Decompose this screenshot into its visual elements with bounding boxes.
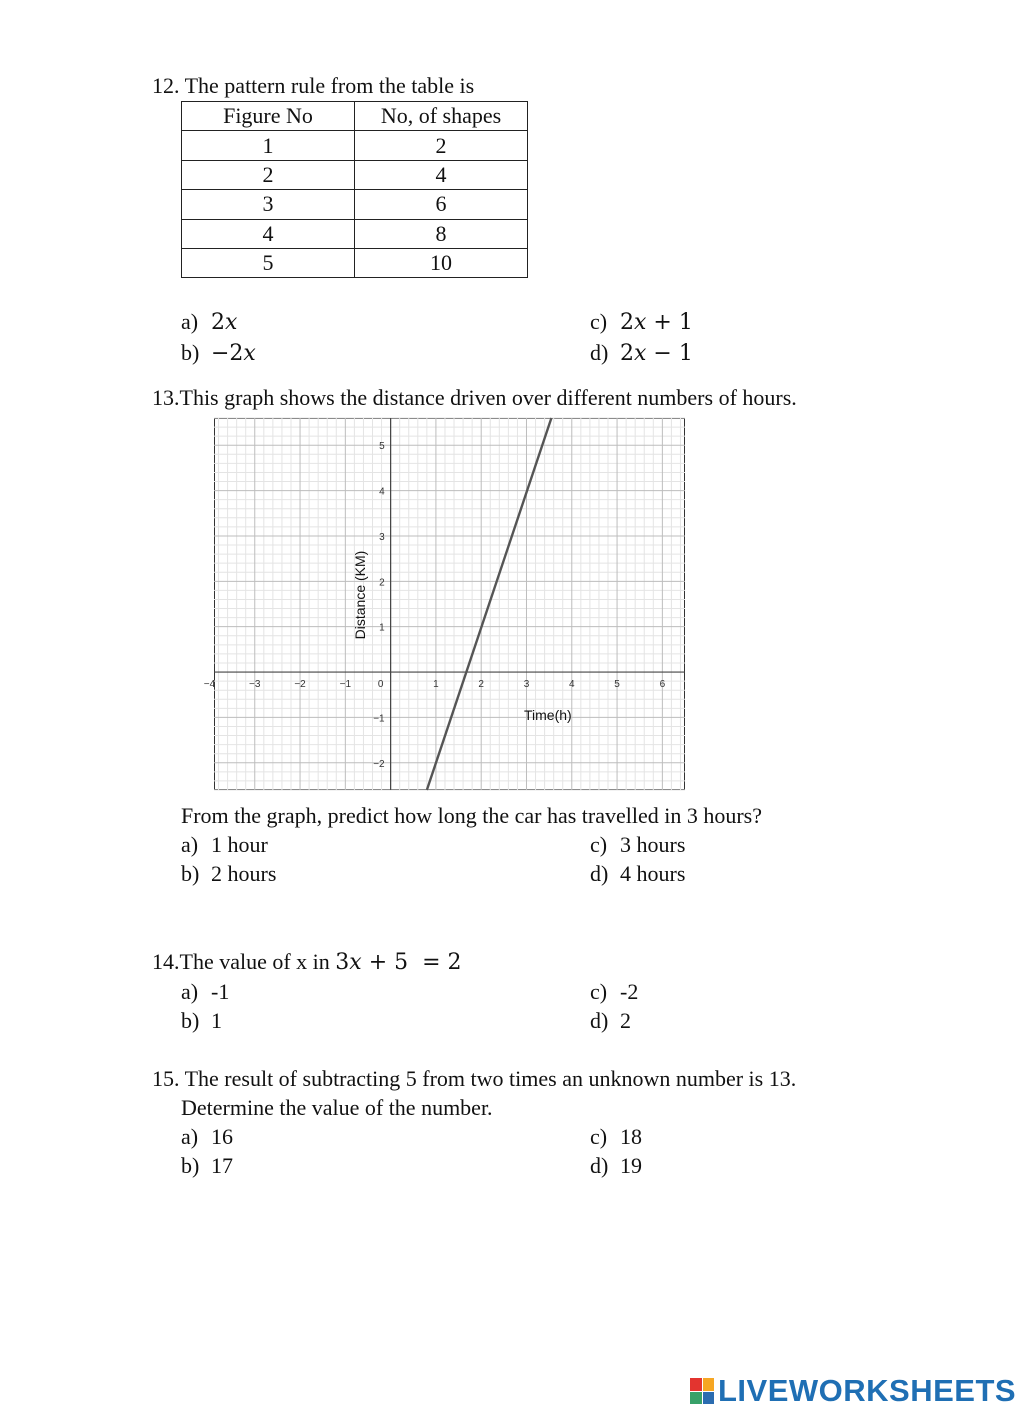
q12-option-d[interactable] [590, 340, 693, 366]
q14-equation: 3𝑥 + 5 = 2 [335, 950, 462, 975]
option-letter: d) [590, 340, 609, 365]
table-row [182, 219, 528, 248]
y-tick-label: 4 [379, 486, 385, 498]
option-text: 2𝑥 − 1 [620, 341, 693, 366]
table-row [182, 160, 528, 189]
x-tick-label: −3 [249, 679, 261, 691]
x-tick-label: 2 [478, 679, 484, 691]
q13-option-d[interactable] [590, 861, 685, 887]
option-text: 3 hours [620, 832, 686, 857]
option-text: 18 [620, 1124, 642, 1149]
q12-option-c[interactable] [590, 309, 693, 335]
graph-border [215, 419, 685, 790]
table-row [182, 248, 528, 277]
logo-square [703, 1392, 715, 1405]
option-letter: d) [590, 1153, 609, 1178]
table-row [182, 190, 528, 219]
q14-option-c[interactable] [590, 979, 638, 1005]
x-tick-label: 6 [659, 679, 666, 691]
option-letter: b) [181, 1008, 200, 1033]
option-text: 2 hours [211, 861, 277, 886]
option-text: -2 [620, 979, 639, 1004]
x-tick-label: 5 [614, 679, 620, 691]
distance-time-graph [203, 418, 685, 790]
x-tick-label: 1 [433, 679, 439, 691]
table-cell: 4 [182, 219, 355, 248]
table-cell: 4 [355, 160, 528, 189]
q12-option-b[interactable] [181, 340, 256, 366]
option-letter: b) [181, 340, 200, 365]
x-tick-label: −2 [294, 679, 306, 691]
table-cell: 8 [355, 219, 528, 248]
option-letter: c) [590, 1124, 608, 1149]
q15-option-b[interactable] [181, 1153, 233, 1179]
option-letter: b) [181, 861, 200, 886]
table-row [182, 131, 528, 160]
liveworksheets-logo [690, 1374, 1016, 1408]
option-text: 2 [620, 1008, 631, 1033]
option-letter: a) [181, 979, 199, 1004]
q14-option-a[interactable] [181, 979, 229, 1005]
option-text: 4 hours [620, 861, 686, 886]
y-tick-label: −1 [373, 713, 385, 725]
q15-question-line1: 15. The result of subtracting 5 from two times an unknown number is 13. [152, 1066, 797, 1091]
table-cell: 5 [182, 248, 355, 277]
table-header-row [182, 102, 528, 131]
y-tick-label: 3 [379, 531, 385, 543]
option-letter: a) [181, 309, 199, 334]
logo-square [690, 1378, 702, 1391]
y-tick-label: −2 [373, 758, 385, 770]
logo-text: LIVEWORKSHEETS [718, 1373, 1016, 1408]
q13-option-b[interactable] [181, 861, 276, 887]
q15-question-line2: Determine the value of the number. [181, 1095, 493, 1120]
option-text: -1 [211, 979, 230, 1004]
x-tick-label: 3 [523, 679, 530, 691]
option-text: 16 [211, 1124, 233, 1149]
table-cell: 1 [182, 131, 355, 160]
x-axis-label: Time(h) [524, 707, 572, 723]
q12-option-a[interactable] [181, 309, 237, 335]
y-axis-label: Distance (KM) [352, 550, 368, 640]
x-tick-label: −1 [339, 679, 352, 691]
q15-option-c[interactable] [590, 1124, 642, 1150]
q15-option-d[interactable] [590, 1153, 642, 1179]
x-tick-label: 0 [377, 679, 384, 691]
table-cell: 6 [355, 190, 528, 219]
y-tick-label: 2 [379, 577, 385, 589]
q14-question [152, 949, 462, 975]
option-text: 2𝑥 [211, 310, 238, 335]
q14-question-prefix: 14.The value of x in [152, 949, 336, 974]
pattern-table [181, 101, 528, 278]
option-letter: a) [181, 1124, 199, 1149]
table-cell: 3 [182, 190, 355, 219]
option-text: 17 [211, 1153, 233, 1178]
q15-option-a[interactable] [181, 1124, 233, 1150]
option-letter: a) [181, 832, 199, 857]
option-letter: b) [181, 1153, 200, 1178]
option-text: −2𝑥 [211, 341, 256, 366]
q12-question: 12. The pattern rule from the table is [152, 73, 475, 98]
q13-prompt: From the graph, predict how long the car has travelled in 3 hours? [181, 803, 763, 828]
option-letter: c) [590, 309, 608, 334]
x-tick-label: −4 [203, 679, 216, 691]
table-header-cell: Figure No [182, 102, 355, 131]
table-cell: 10 [355, 248, 528, 277]
logo-square [703, 1378, 715, 1391]
q14-option-b[interactable] [181, 1008, 222, 1034]
option-text: 19 [620, 1153, 642, 1178]
q13-option-a[interactable] [181, 832, 268, 858]
liveworksheets-logo-icon [690, 1378, 714, 1404]
q13-option-c[interactable] [590, 832, 685, 858]
option-letter: d) [590, 861, 609, 886]
option-text: 2𝑥 + 1 [620, 310, 693, 335]
table-cell: 2 [355, 131, 528, 160]
table-header-cell: No, of shapes [355, 102, 528, 131]
option-letter: c) [590, 979, 608, 1004]
y-tick-label: 1 [379, 622, 385, 634]
option-text: 1 [211, 1008, 222, 1033]
option-text: 1 hour [211, 832, 268, 857]
table-cell: 2 [182, 160, 355, 189]
y-tick-label: 5 [379, 441, 385, 453]
q13-question: 13.This graph shows the distance driven over different numbers of hours. [152, 385, 797, 410]
option-letter: c) [590, 832, 608, 857]
logo-square [690, 1392, 702, 1405]
option-letter: d) [590, 1008, 609, 1033]
x-tick-label: 4 [568, 679, 575, 691]
q14-option-d[interactable] [590, 1008, 631, 1034]
